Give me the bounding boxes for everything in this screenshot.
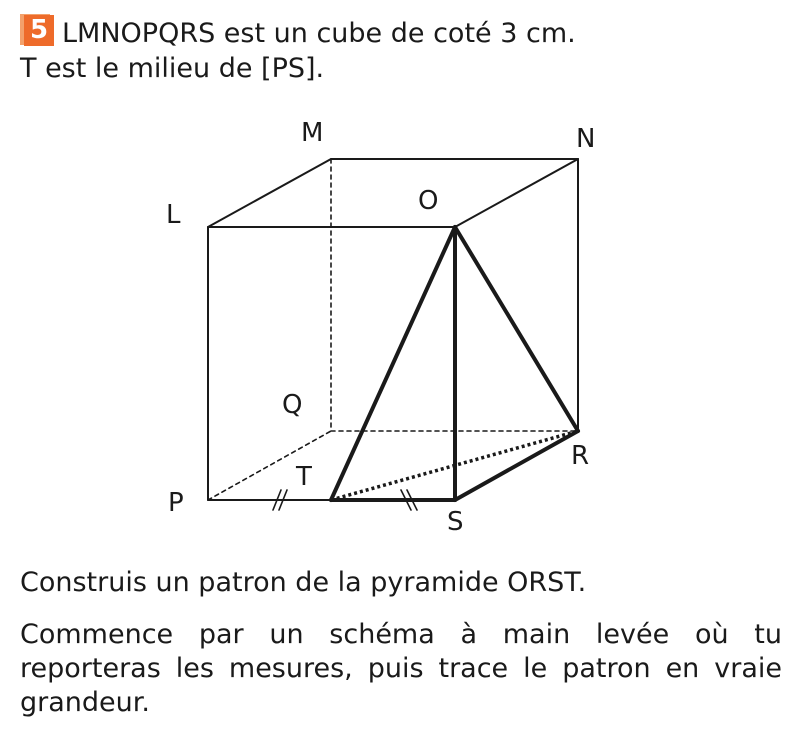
exercise-statement-line1: LMNOPQRS est un cube de coté 3 cm.: [62, 18, 576, 49]
vertex-label-q: Q: [282, 390, 303, 420]
exercise-number: 5: [24, 15, 54, 46]
vertex-label-t: T: [296, 462, 312, 492]
vertex-label-r: R: [571, 441, 590, 471]
vertex-label-s: S: [447, 507, 464, 537]
edge-on: [455, 159, 578, 227]
vertex-label-p: P: [168, 488, 184, 518]
question-1: Construis un patron de la pyramide ORST.: [20, 567, 587, 598]
vertex-label-o: O: [418, 186, 439, 216]
question-2: Commence par un schéma à main levée où tu reporteras les mesures, puis trace le patron en vraie grandeur.: [20, 619, 782, 718]
pyramid-edge-sr: [455, 431, 578, 500]
pyramid-edge-ot: [331, 227, 455, 500]
vertex-label-l: L: [166, 200, 181, 230]
exercise-statement-line2: T est le milieu de [PS].: [20, 53, 325, 84]
vertex-label-n: N: [576, 124, 596, 154]
vertex-label-m: M: [301, 118, 324, 148]
pyramid-edge-or: [455, 227, 578, 431]
edge-pq-hidden: [208, 431, 331, 500]
edge-lm: [208, 159, 331, 227]
